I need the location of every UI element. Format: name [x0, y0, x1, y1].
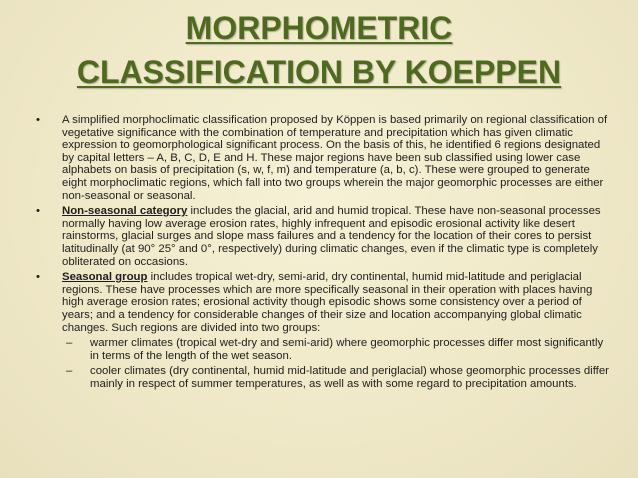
- slide-title: [0, 6, 638, 94]
- bullet-text: includes the glacial, arid and humid tropical. These have non-seasonal processes normally having low average erosion rates, highly infrequent and episodic erosional activity like desert rainstorms, glacial surges and slope mass failures and a tendency for the location of their cores to persist latitudinally (at 90° 25° and 0°, respectively) during climatic changes, even if the climatic type is completely obliterated on occasions.: [62, 205, 601, 268]
- sub-item-text: cooler climates (dry continental, humid mid-latitude and periglacial) whose geomorphic processes differ mainly in respect of summer temperatures, as well as with some regard to precipitation amounts.: [90, 365, 609, 390]
- bullet-text: includes tropical wet-dry, semi-arid, dry continental, humid mid-latitude and periglacial regions. These have processes which are more specifically seasonal in their operation with places having high average erosion rates; erosional activity though episodic shows some consistency over a period of years; and a tendency for considerable changes of their size and location accompanying global climatic changes. Such regions are divided into two groups:: [62, 271, 593, 334]
- bullet-item-non-seasonal: [28, 205, 612, 268]
- sub-item-marker: –: [66, 365, 73, 378]
- slide-body: [28, 114, 612, 393]
- slide-title-line-1: MORPHOMETRIC: [185, 10, 453, 46]
- bullet-text: A simplified morphoclimatic classification proposed by Köppen is based primarily on regional classification of vegetative significance with the combination of temperature and precipitation which has given climatic expression to geomorphological significant process. On the basis of this, he identified 6 regions designated by capital letters – A, B, C, D, E and H. These major regions have been sub classified using lower case alphabets on basis of precipitation (s, w, f, m) and temperature (a, b, c). These were grouped to generate eight morphoclimatic regions, which fall into two groups wherein the major geomorphic processes are either non-seasonal or seasonal.: [62, 114, 608, 202]
- sub-item-warmer-climates: [28, 337, 612, 362]
- bullet-item-seasonal: [28, 271, 612, 334]
- bullet-marker: •: [36, 205, 40, 218]
- sub-item-cooler-climates: [28, 365, 612, 390]
- keyword-non-seasonal: Non-seasonal category: [62, 205, 188, 218]
- bullet-item-intro: [28, 114, 612, 202]
- slide-title-line-2: CLASSIFICATION BY KOEPPEN: [76, 54, 562, 90]
- sub-item-marker: –: [66, 337, 73, 350]
- bullet-marker: •: [36, 271, 40, 284]
- sub-item-text: warmer climates (tropical wet-dry and semi-arid) where geomorphic processes differ most significantly in terms of the length of the wet season.: [90, 337, 604, 362]
- keyword-seasonal: Seasonal group: [62, 271, 148, 284]
- bullet-marker: •: [36, 114, 40, 126]
